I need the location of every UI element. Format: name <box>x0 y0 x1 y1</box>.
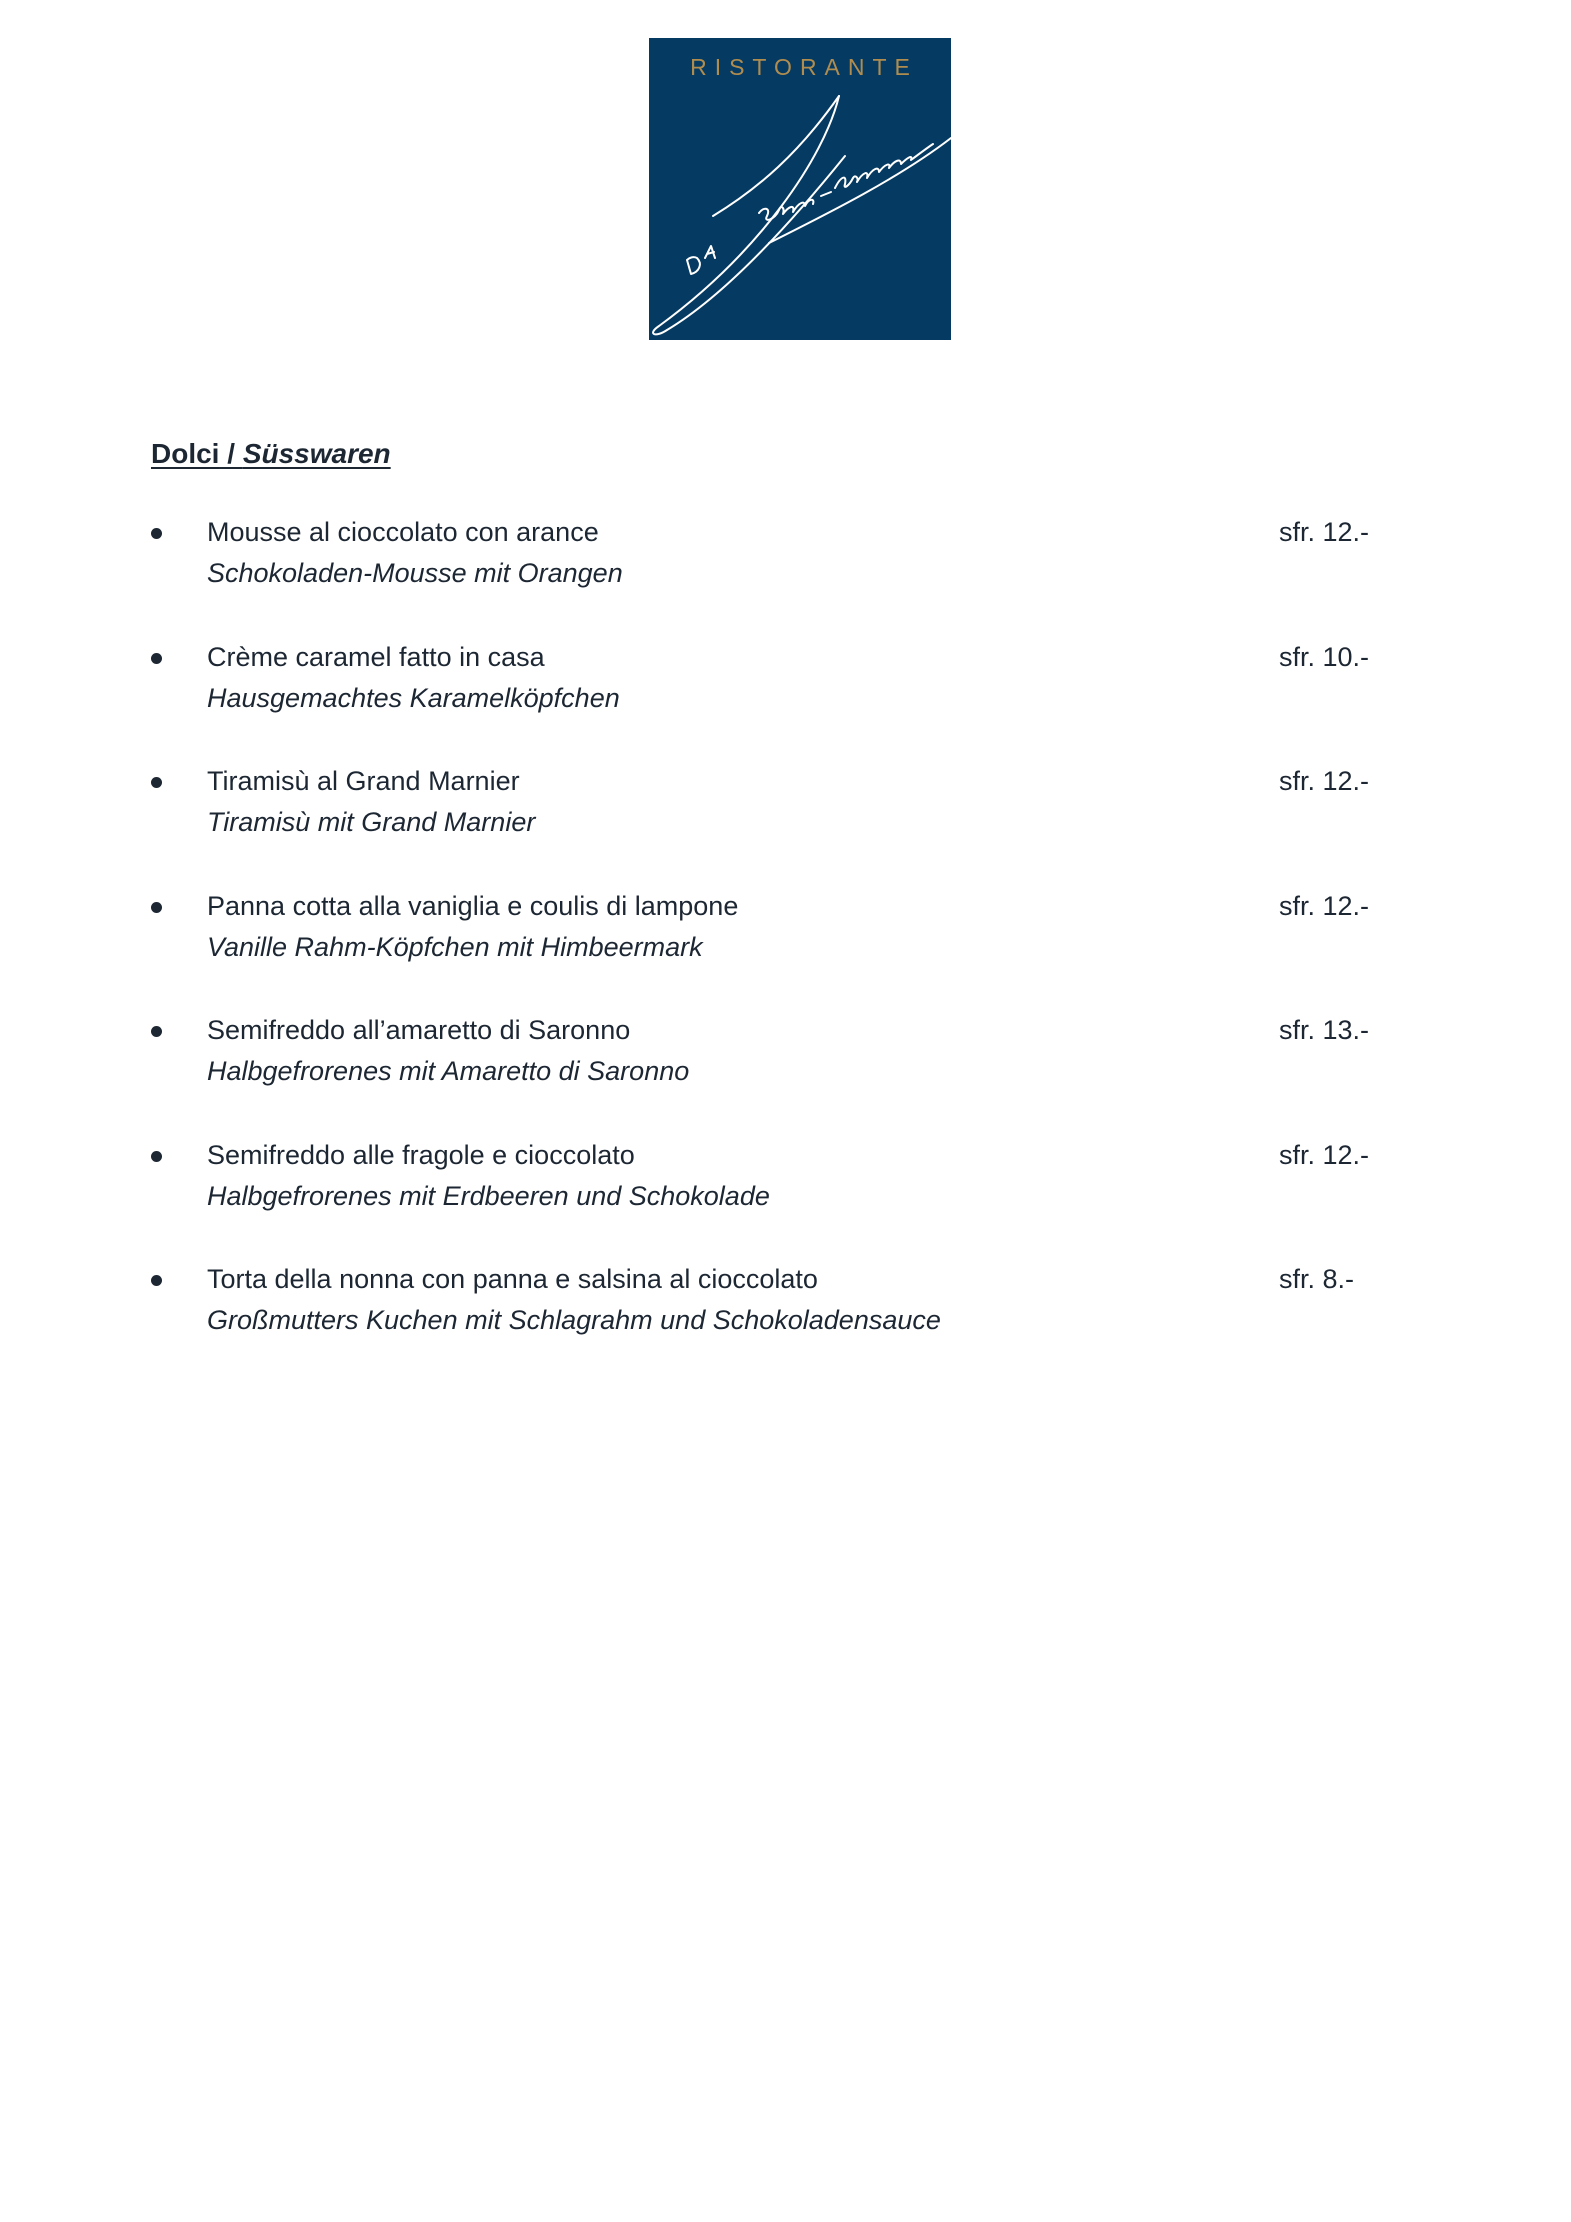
dish-name-italian: Tiramisù al Grand Marnier <box>207 766 520 796</box>
dish-price: sfr. 12.- <box>1279 891 1370 921</box>
dish-price: sfr. 12.- <box>1279 766 1370 796</box>
dish-name-italian: Semifreddo alle fragole e cioccolato <box>207 1140 635 1170</box>
dish-price: sfr. 8.- <box>1279 1264 1355 1294</box>
bullet-icon <box>151 528 162 539</box>
menu-item <box>0 1261 1571 1341</box>
menu-item <box>0 639 1571 719</box>
section-heading-italian: Dolci <box>151 438 220 469</box>
menu-item <box>0 514 1571 594</box>
dish-name-german: Hausgemachtes Karamelköpfchen <box>207 683 620 713</box>
dish-name-german: Vanille Rahm-Köpfchen mit Himbeermark <box>207 932 703 962</box>
menu-item <box>0 1137 1571 1217</box>
dish-name-italian: Panna cotta alla vaniglia e coulis di lampone <box>207 891 739 921</box>
bullet-icon <box>151 1151 162 1162</box>
bullet-icon <box>151 902 162 913</box>
dish-price: sfr. 13.- <box>1279 1015 1370 1045</box>
bullet-icon <box>151 1275 162 1286</box>
dish-name-german: Halbgefrorenes mit Erdbeeren und Schokolade <box>207 1181 770 1211</box>
dish-name-german: Großmutters Kuchen mit Schlagrahm und Schokoladensauce <box>207 1305 941 1335</box>
restaurant-logo <box>649 38 951 340</box>
bullet-icon <box>151 653 162 664</box>
dish-name-italian: Mousse al cioccolato con arance <box>207 517 599 547</box>
dish-name-german: Halbgefrorenes mit Amaretto di Saronno <box>207 1056 690 1086</box>
dish-name-italian: Semifreddo all’amaretto di Saronno <box>207 1015 631 1045</box>
dish-price: sfr. 12.- <box>1279 1140 1370 1170</box>
bullet-icon <box>151 1026 162 1037</box>
dish-price: sfr. 12.- <box>1279 517 1370 547</box>
section-heading <box>151 438 391 470</box>
dish-name-italian: Crème caramel fatto in casa <box>207 642 545 672</box>
dish-name-german: Tiramisù mit Grand Marnier <box>207 807 536 837</box>
logo-wordmark: RISTORANTE <box>690 54 918 80</box>
bullet-icon <box>151 777 162 788</box>
menu-item <box>0 888 1571 968</box>
section-heading-separator: / <box>219 438 243 469</box>
menu-item <box>0 763 1571 843</box>
dish-price: sfr. 10.- <box>1279 642 1370 672</box>
menu-item <box>0 1012 1571 1092</box>
dish-name-italian: Torta della nonna con panna e salsina al cioccolato <box>207 1264 818 1294</box>
logo-signature <box>649 38 951 340</box>
dish-name-german: Schokoladen-Mousse mit Orangen <box>207 558 623 588</box>
section-heading-german: Süsswaren <box>242 438 391 469</box>
